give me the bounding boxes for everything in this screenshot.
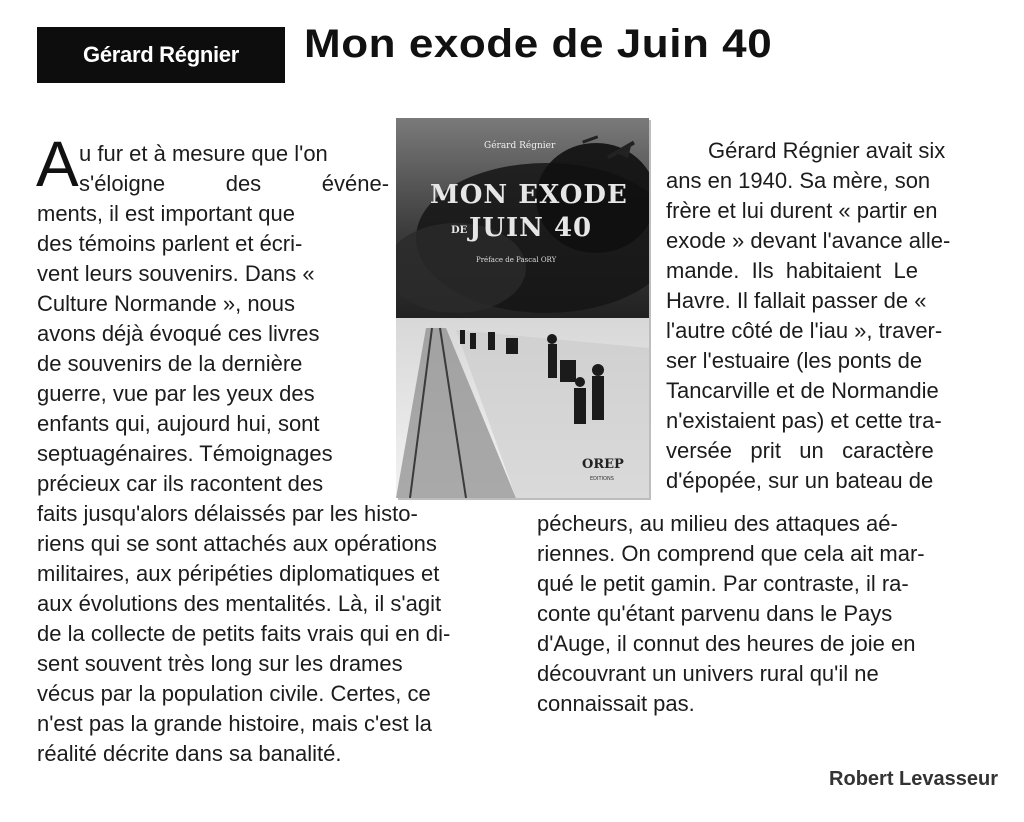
drop-cap: A [36,128,79,200]
text-line: pécheurs, au milieu des attaques aé- [537,511,898,536]
author-banner [37,27,285,83]
article-signature: Robert Levasseur [829,768,998,790]
text-line: précieux car ils racontent des [37,471,324,496]
text-line: sent souvent très long sur les drames [37,651,403,676]
text-line: connaissait pas. [537,691,695,716]
text-line: conte qu'étant parvenu dans le Pays [537,601,893,626]
text-line: frère et lui durent « partir en [666,198,938,223]
book-cover-illustration [396,118,649,498]
text-line: riens qui se sont attachés aux opérations [37,531,437,556]
text-line: exode » devant l'avance alle- [666,228,951,253]
text-line: qué le petit gamin. Par contraste, il ra- [537,571,909,596]
text-line: faits jusqu'alors délaissés par les histo- [37,501,418,526]
text-line: de souvenirs de la dernière [37,351,303,376]
text-line: d'épopée, sur un bateau de [666,468,934,493]
text-line: des témoins parlent et écri- [37,231,303,256]
text-line: ans en 1940. Sa mère, son [666,168,931,193]
article-title: Mon exode de Juin 40 [304,22,773,66]
cover-title-line1: MON EXODE [430,180,628,210]
text-line: versée prit un caractère [666,438,934,463]
text-line: Tancarville et de Normandie [666,378,939,403]
text-line: enfants qui, aujourd hui, sont [37,411,320,436]
text-line: guerre, vue par les yeux des [37,381,315,406]
text-line: n'est pas la grande histoire, mais c'est la [37,711,432,736]
text-line: Gérard Régnier avait six [708,138,946,163]
text-line: s'éloigne des événe- [79,171,390,196]
text-line: u fur et à mesure que l'on [79,141,328,166]
cover-title-line2: JUIN 40 [469,213,593,243]
text-line: ser l'estuaire (les ponts de [666,348,923,373]
text-line: militaires, aux péripéties diplomatiques et [37,561,440,586]
text-line: l'autre côté de l'iau », traver- [666,318,943,343]
text-line: vent leurs souvenirs. Dans « [37,261,315,286]
cover-publisher: OREP [582,457,624,472]
text-line: aux évolutions des mentalités. Là, il s'agit [37,591,442,616]
text-line: riennes. On comprend que cela ait mar- [537,541,925,566]
text-line: découvrant un univers rural qu'il ne [537,661,879,686]
cover-title-de: DE [451,225,468,236]
text-line: n'existaient pas) et cette tra- [666,408,942,433]
cover-author: Gérard Régnier [484,141,556,151]
text-line: mande. Ils habitaient Le [666,258,918,283]
text-line: vécus par la population civile. Certes, ce [37,681,431,706]
text-line: septuagénaires. Témoignages [37,441,333,466]
text-line: réalité décrite dans sa banalité. [37,741,342,766]
text-line: de la collecte de petits faits vrais qui en di- [37,621,451,646]
text-line: d'Auge, il connut des heures de joie en [537,631,916,656]
cover-preface: Préface de Pascal ORY [476,256,557,264]
author-name: Gérard Régnier [83,42,239,67]
book-cover [396,118,649,498]
cover-publisher-sub: EDITIONS [590,476,614,482]
text-line: avons déjà évoqué ces livres [37,321,320,346]
text-line: Havre. Il fallait passer de « [666,288,927,313]
text-line: Culture Normande », nous [37,291,296,316]
text-line: ments, il est important que [37,201,296,226]
